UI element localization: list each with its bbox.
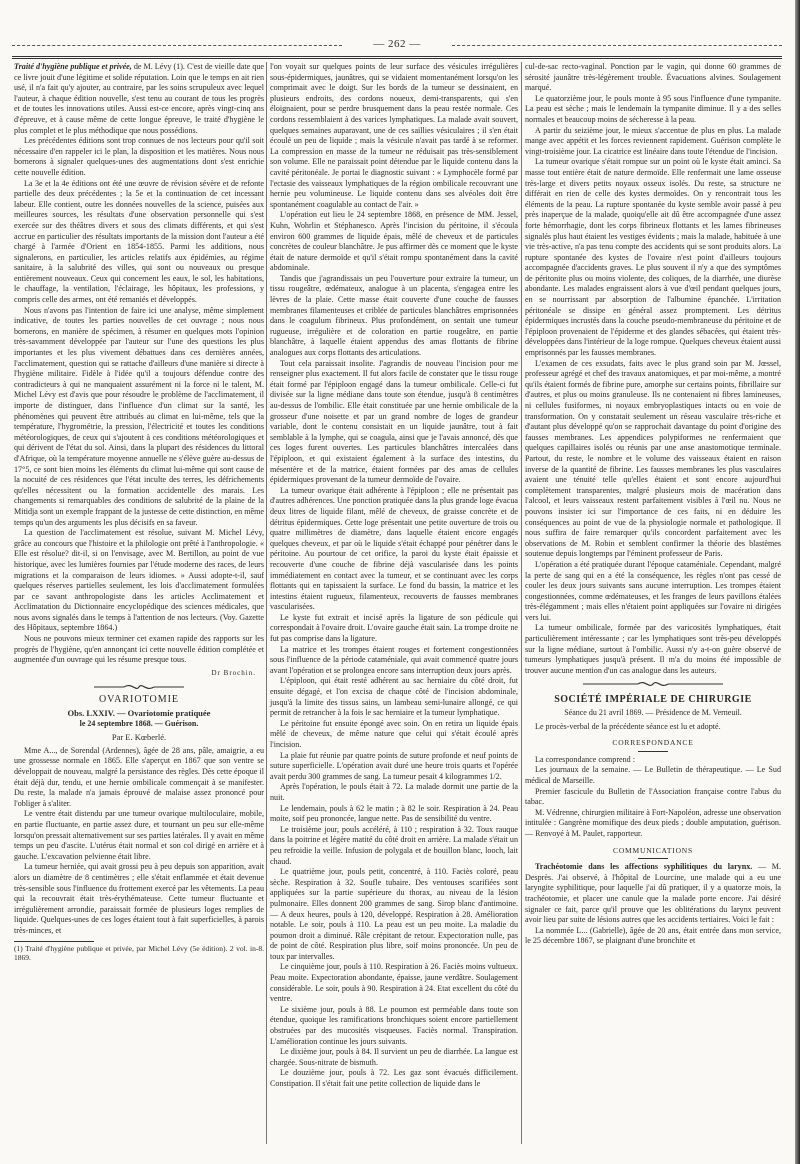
paragraph: La tumeur ovarique était adhérente à l'épiploon ; elle ne présentait pas d'autres adhérences. Une ponction pratiquée dans la plus grande loge évacua deux litres de liquide filant, mêlé de cheveux, de graisse concrète et de détritus épidermiques. Cette loge présentait une petite ouverture de trois ou quatre millimètres de diamètre, dans laquelle étaient encore engagés quelques cheveux, et par où le liquide s'était échappé pour pénétrer dans le péritoine. Au pourtour de cet orifice, la paroi du kyste était épaissie et recouverte d'une couche de fibrine déjà vascularisée dans les points immédiatement en contact avec la tumeur, et se continuant avec les corps flottants qui en tapissaient la surface. Le fond du bassin, la matrice et les intestins étaient rugueux, filamenteux, recouverts de fausses membranes vascularisées. <box>270 485 518 612</box>
paragraph: Les journaux de la semaine. — Le Bulletin de thérapeutique. — Le Sud médical de Marseille. <box>525 765 781 785</box>
article-author: Par E. Kœberlé. <box>111 732 167 743</box>
page-header <box>12 38 782 52</box>
paragraph: La tumeur herniée, qui avait grossi peu à peu depuis son apparition, avait alors un diamètre de 8 centimètres ; elle s'était enflammée et était devenue très-sensible sous l'influence du frottement exercé par les vêtements. La peau qui la recouvrait était très-érythémateuse. Cette tumeur fluctuante et irrégulièrement arrondie, paraissait formée de plusieurs loges remplies de liquide. Quelques-unes de ces loges étaient tout à fait superficielles, à parois très-minces, et <box>14 862 264 935</box>
paragraph: Le douzième jour, pouls à 72. Les gaz sont évacués difficilement. Constipation. Il s'était fait une petite collection de liquide dans le <box>270 1068 518 1088</box>
review-paragraph <box>14 62 264 136</box>
communication-text: — M. Desprès. J'ai observé, à l'hôpital de Lourcine, une malade qui a eu une laryngite syphilitique, pour laquelle j'ai dû pratiquer, il y a quatorze mois, la trachéotomie, et placer une canule que la malade porte encore. J'ai désiré signaler ce fait, parce qu'il prouve que les oblitérations du larynx peuvent avoir lieu par suite de lésions autres que les accidents tertiaires. Voici le fait : <box>525 862 781 925</box>
paragraph: La plaie fut réunie par quatre points de suture profonde et neuf points de suture superficielle. L'opération avait duré une heure trois quarts et l'opérée avait perdu 300 grammes de sang. La tumeur pesait 4 kilogrammes 1/2. <box>270 750 518 781</box>
paragraph: Le sixième jour, pouls à 88. Le poumon est perméable dans toute son étendue, quoique les ramifications bronchiques soient encore partiellement obstruées par des mucosités visqueuses. Faciès normal. Transpiration. L'amélioration continue les jours suivants. <box>270 1004 518 1046</box>
communication-title: Trachéotomie dans les affections syphilitiques du larynx. <box>535 862 753 872</box>
paragraph: Le cinquième jour, pouls à 110. Respiration à 26. Faciès moins vultueux. Peau moite. Expectoration abondante, épaisse, jaune verdâtre. Soulagement considérable. Le soir, pouls à 90. Respiration à 24. Etat excellent du côté du ventre. <box>270 962 518 1004</box>
paragraph: La 3e et la 4e éditions ont été une œuvre de révision sévère et de refonte partielle des deux précédentes ; la 5e et la continuation de cet incessant labeur. Elle contient, outre les données nouvelles de la science, puisées aux meilleures sources, les résultats d'une observation personnelle qui s'est exercée sur des théâtres divers et sous des climats différents, et qui s'est accrue en particulier des résultats importants de la mission dont l'auteur a été chargé à l'armée d'Orient en 1854-1855. Parmi les additions, nous signalerons, en particulier, les articles relatifs aux épidémies, au régime sanitaire, à la salubrité des villes, qui sont ou nouveaux ou presque entièrement nouveaux. Ceux qui concernent les eaux, le sol, les habitations, le chauffage, la ventilation, l'éclairage, les hôpitaux, les professions, y compris celle des armes, ont été remaniés et développés. <box>14 178 264 305</box>
paragraph: cul-de-sac recto-vaginal. Ponction par le vagin, qui donne 60 grammes de sérosité jaunâtre très-légèrement trouble. Évacuations alvines. Soulagement marqué. <box>525 62 781 93</box>
paragraph: l'on voyait sur quelques points de leur surface des vésicules irrégulières sous-épidermiques, jaunâtres, qui se vidaient momentanément lorsqu'on les comprimait avec le doigt. Sur les bords de la tumeur se dessinaient, en plusieurs endroits, des cordons noueux, demi-transparents, qui s'en éloignaient, pour se perdre brusquement dans la peau restée normale. Ces cordons ressemblaient à des varices lymphatiques. La malade avait souvert, quelques semaines auparavant, une de ces saillies vésiculaires ; il s'en était écoulé un peu de liquide ; mais la vésicule n'avait pas tardé à se reformer. La compression en masse de la tumeur ne réduisait pas très-sensiblement son volume. Elle ne paraissait point détendue par le liquide contenu dans la cavité péritonéale. Je portai le diagnostic suivant : « Lymphocèle formé par l'ectasie des vaisseaux lymphatiques de la région ombilicale recouvrant une hernie peu volumineuse. Le liquide contenu dans ses alvéoles doit être spontanément coagulable au contact de l'air. » <box>270 62 518 209</box>
paragraph: L'opération eut lieu le 24 septembre 1868, en présence de MM. Jessel, Kuhn, Wohrlin et Stéphanesco. Après l'incision du péritoine, il s'écoula environ 600 grammes de liquide épais, mêlé de cheveux et de particules concrètes de couleur blanchâtre. Je pus affirmer dès ce moment que le kyste était de nature dermoïde et qu'il s'était rompu spontanément dans la cavité abdominale. <box>270 210 518 273</box>
page-edge-shadow <box>795 0 800 1164</box>
header-rule-right <box>452 45 782 46</box>
paragraph: Le procès-verbal de la précédente séance est lu et adopté. <box>535 721 721 731</box>
column-divider-2 <box>521 62 522 1144</box>
paragraph: Le kyste fut extrait et incisé après la ligature de son pédicule qui correspondait à l'ovaire droit. L'ovaire gauche était sain. La trompe droite ne fut pas comprise dans la ligature. <box>270 612 518 644</box>
column-1 <box>14 62 264 962</box>
paragraph: La nommée L... (Gabrielle), âgée de 20 ans, était entrée dans mon service, le 25 décembre 1867, se plaignant d'une bronchite et <box>525 925 781 946</box>
paragraph: Le dixième jour, pouls à 84. Il survient un peu de diarrhée. La langue est chargée. Sous-nitrate de bismuth. <box>270 1047 518 1067</box>
ornament-divider <box>94 682 184 692</box>
paragraph: Tandis que j'agrandissais un peu l'ouverture pour extraire la tumeur, un tissu rougeâtre, œdémateux, analogue à un placenta, s'engagea entre les lèvres de la plaie. Cette masse était couverte d'une couche de fausses membranes filamenteuses et criblée de particules blanchâtres emprisonnées dans le coagulum fibrineux. Plus profondément, on sentait une tumeur rugueuse, irrégulière et de coloration en partie rougeâtre, en partie blanchâtre, à laquelle étaient appendus des amas flottants de fibrine analogues aux corps flottants des articulations. <box>270 273 518 358</box>
paragraph: L'examen de ces exsudats, faits avec le plus grand soin par M. Jœssel, professeur agrégé et chef des travaux anatomiques, et par moi-même, a montré qu'ils étaient formés de fibrine pure, amorphe sur certains points, fibrillaire sur d'autres, et plus ou moins granuleuse. Ils ne contenaient ni fibres lamineuses, ni cellules fusiformes, ni noyaux embryoplastiques intacts ou en voie de transformation. On y constatait seulement un réseau vasculaire très-riche et d'autant plus développé qu'on se rapprochait davantage du point d'origine des fausses membranes. Les appendices polypiformes ne renfermaient que quelques capillaires isolés ou réunis par une anse anastomotique terminale. Partout, du reste, le nombre et le volume des vaisseaux étaient en raison inverse de la quantité de fibrine. Les fausses membranes les plus vasculaires avaient une ténuité telle qu'elles étaient et sont encore aujourd'hui complètement transparentes, malgré plusieurs mois de macération dans l'alcool, et leurs vaisseaux restent parfaitement visibles à l'œil nu. Nous ne pouvons insister ici sur l'importance de ces faits, ni en déduire les conséquences au point de vue de la physiologie normale et pathologique. Il nous suffira de faire remarquer qu'ils concordent parfaitement avec les observations de M. Robin et semblent confirmer la théorie des blastèmes soutenue depuis longtemps par l'éminent professeur de Paris. <box>525 358 781 559</box>
paragraph: L'opération a été pratiquée durant l'époque cataméniale. Cependant, malgré la perte de sang qui en a été la conséquence, les règles n'ont pas cessé de couler les deux jours suivants sans aucune interruption. Les trompes étaient congestionnées, comme œdémateuses, et les franges de leurs pavillons étalées très-élégamment ; mais elles n'étaient point appliquées sur l'ovaire ni dirigées vers lui. <box>525 559 781 622</box>
page-number: — 262 — <box>373 38 421 50</box>
society-title: SOCIÉTÉ IMPÉRIALE DE CHIRURGIE <box>554 694 752 706</box>
section-title: OVARIOTOMIE <box>98 694 180 706</box>
session-line: Séance du 21 avril 1869. — Présidence de M. Verneuil. <box>564 708 742 718</box>
paragraph: Le ventre était distendu par une tumeur ovarique multiloculaire, mobile, en partie fluctuante, en partie assez dure, et tournant un peu sur elle-même lorsqu'on pressait alternativement sur ses parties latérales. Il y avait en même temps un peu d'ascite. L'utérus était normal et son col dirigé en arrière et à gauche. L'excavation pelvienne était libre. <box>14 809 264 861</box>
footnote: (1) Traité d'hygiène publique et privée, par Michel Lévy (5e édition). 2 vol. in-8. 1869. <box>14 943 264 962</box>
communication-paragraph <box>525 862 781 926</box>
paragraph: Le lendemain, pouls à 62 le matin ; à 82 le soir. Respiration à 24. Peau moite, soif peu prononcée, langue nette. Pas de sensibilité du ventre. <box>270 803 518 824</box>
paragraph: M. Védrenne, chirurgien militaire à Fort-Napoléon, adresse une observation intitulée : Gangrène momifique des deux pieds ; double amputation, guérison. — Renvoyé à M. Paulet, rapporteur. <box>525 807 781 838</box>
paragraph: Le quatrième jour, pouls petit, concentré, à 110. Faciès coloré, peau sèche. Respiration à 32. Soufle tubaire. Des ventouses scarifiées sont appliquées sur la partie supérieure du thorax, au niveau de la lésion pulmonaire. Elles donnent 200 grammes de sang. Sirop blanc d'antimoine. — A deux heures, pouls à 120, développé. Respiration à 28. Amélioration notable. Le soir, pouls à 110. La peau est un peu moite. La maladie du poumon droit a diminué. Râle crépitant de retour. Expectoration nulle, pas de point de côté. Respiration plus libre, soif moins prononcée. Un peu de toux par intervalles. <box>270 867 518 961</box>
signature: Dr Brochin. <box>211 668 256 677</box>
paragraph: Tout cela paraissait insolite. J'agrandis de nouveau l'incision pour me renseigner plus exactement. Il fut alors facile de constater que le tissu rouge était formé par l'épiploon engagé dans la tumeur ombilicale. Celle-ci fut divisée sur la ligne médiane dans toute son étendue, jusqu'à 8 centimètres au-dessus de l'ombilic. Elle était constituée par une hernie ombilicale de la grosseur d'une noisette et par un grand nombre de loges de grandeur variable, dont le contenu consistait en un liquide jaunâtre, tout à fait semblable à la lymphe, qui se coagula, ainsi que je l'avais annoncé, dès que ces loges furent ouvertes. Les particules blanchâtres intercalées dans l'épiploon, et qui existaient également à la surface des intestins, du mésentère et de la matrice, étaient formées par des amas de cellules épidermiques provenant de la tumeur dermoïde de l'ovaire. <box>270 358 518 485</box>
paragraph: La tumeur ombilicale, formée par des varicosités lymphatiques, était particulièrement intéressante ; car les lymphatiques sont très-peu développés sur la ligne médiane, surtout à l'ombilic. Aussi n'y a-t-on guère observé de tumeurs lymphatiques jusqu'à présent. Il m'a du moins été impossible de trouver aucune mention d'un cas analogue dans les auteurs. <box>525 623 781 675</box>
paragraph: Premier fascicule du Bulletin de l'Association française contre l'abus du tabac. <box>525 786 781 807</box>
ornament-divider <box>583 679 723 689</box>
paragraph: Les précédentes éditions sont trop connues de nos lecteurs pour qu'il soit nécessaire d'en rappeler ici le plan, la disposition et les matières. Nous nous bornerons à signaler quelques-unes des augmentations dont s'est enrichie cette nouvelle édition. <box>14 136 264 177</box>
paragraph: Nous ne pouvons mieux terminer cet examen rapide des rapports sur les progrès de l'hygiène, qu'en annonçant ici cette nouvelle édition complétée et augmentée d'un ouvrage qui les résume presque tous. <box>14 634 264 665</box>
column-3 <box>525 62 781 947</box>
paragraph: Après l'opération, le pouls était à 72. La malade dormit une partie de la nuit. <box>270 782 518 802</box>
paragraph: La matrice et les trompes étaient rouges et fortement congestionnées sous l'influence de la période cataméniale, qui avait commencé quatre jours avant l'opération et se prolongea encore sans interruption deux jours après. <box>270 644 518 675</box>
paragraph: La tumeur ovarique s'était rompue sur un point où le kyste était aminci. Sa masse tout entière était de nature dermoïde. Elle renfermait une lame osseuse très-large et divers petits noyaux osseux isolés. Du reste, sa structure ne différait en rien de celle des kystes dermoïdes. On y rencontrait tous les éléments de la peau. La rupture spontanée du kyste semble avoir passé à peu près inaperçue de la malade, quoiqu'elle ait dû être accompagnée d'une assez forte hémorrhagie, dont les corps fibrineux flottants et les lames fibrineuses signalés plus haut étaient les vestiges évidents ; mais la malade, habituée à une vie très-active, n'a pas tenu compte des accidents qui se sont produits alors. La rupture spontanée des kystes de l'ovaire n'est point d'ailleurs toujours accompagnée d'accidents graves. Le plus souvent il n'y a que des symptômes de péritonite plus ou moins violente, des coliques, de la diarrhée, une diurèse abondante. Les malades engraissent alors à vue d'œil pendant quelques jours, en se nourrissant par absorption de l'albumine épanchée. L'irritation péritonéale se dissipe en général assez promptement. Les détritus épidermiques incrustés dans la couche pseudo-membraneuse du péritoine et de l'épiploon provenaient de l'épiderme et des glandes sébacées, qui étaient très-développées dans l'intérieur de la loge rompue. Quelques cheveux étaient aussi emprisonnés par les fausses membranes. <box>525 157 781 358</box>
paragraph: Mme A..., de Sorendal (Ardennes), âgée de 28 ans, pâle, amaigrie, a eu une grossesse normale en 1865. Elle s'aperçut en 1867 que son ventre se développait de nouveau, malgré la persistance des règles. Dès cette époque il était déjà dur, tendu, et une hernie ombilicale commençait à se manifester. Du reste, la malade n'a jamais éprouvé de malaise assez prononcé pour l'obliger à s'aliter. <box>14 745 264 808</box>
paragraph: Le troisième jour, pouls accéléré, à 110 ; respiration à 32. Toux rauque dans la poitrine et légère matité du côté droit en arrière. La malade s'était un peu refroidie la veille. Infusion de polygala et de bouillon blanc, looch, lait chaud. <box>270 824 518 866</box>
observation-date: le 24 septembre 1868. — Guérison. <box>79 718 199 728</box>
footnote-rule <box>14 941 94 942</box>
paragraph: Le péritoine fut ensuite épongé avec soin. On en retira un liquide épais mêlé de cheveux, de même nature que celui qui s'était écoulé après l'incision. <box>270 718 518 749</box>
observation-heading: Obs. LXXIV. — Ovariotomie pratiquée <box>67 708 211 719</box>
paragraph: A partir du seizième jour, le mieux s'accentue de plus en plus. La malade mange avec appétit et les forces reviennent rapidement. Guérison complète le vingt-troisième jour. La cicatrice est linéaire dans toute l'étendue de l'incision. <box>525 125 781 156</box>
column-2 <box>270 62 518 1090</box>
review-title: Traité d'hygiène publique et privée, <box>14 62 132 71</box>
column-divider-1 <box>266 62 267 1144</box>
heading-rule <box>638 858 668 859</box>
paragraph: Le quatorzième jour, le pouls monte à 95 sous l'influence d'une tympanite. La peau est sèche ; mais le lendemain la tympanite diminue. Il y a des selles normales et beaucoup moins de sécheresse à la peau. <box>525 93 781 124</box>
paragraph: La correspondance comprend : <box>535 754 636 764</box>
heading-rule <box>638 751 668 752</box>
paragraph: La question de l'acclimatement est résolue, suivant M. Michel Lévy, grâce au concours que l'histoire et la philologie ont prêté à l'anthropologie. « Elle est résolue? dit-il, si on l'envisage, avec M. Bertillon, au point de vue historique, avec les lumières fournies par l'étude moderne des races, de leurs migrations et la comparaison de leurs idiomes. » Aussi adopte-t-il, sauf quelques réserves partielles seulement, les lois d'acclimatement formulées par ce savant anthropologiste dans les articles Acclimatement et Acclimatation du Dictionnaire encyclopédique des sciences médicales, que nous avons signalés dans le temps à l'attention de nos lecteurs. (Voy. Gazette des Hôpitaux, septembre 1864.) <box>14 528 264 633</box>
top-double-rule <box>12 56 782 59</box>
correspondence-heading: CORRESPONDANCE <box>612 738 694 748</box>
review-text: de M. Lévy (1). C'est de vieille date que ce livre jouit d'une légitime et solide réputation. Loin que le temps en ait rien usé, il n'a fait qu'y ajouter, au contraire, par les soins scrupuleux avec lequel l'auteur, à chaque édition nouvelle, s'est tenu au courant de tous les progrès et de toutes les innovations utiles. Aussi est-ce encore, après vingt-cinq ans d'épreuve, et à cause même de cette longue épreuve, le traité d'hygiène le plus complet et le plus méthodique que nous possédions. <box>14 62 265 135</box>
paragraph: L'épiploon, qui était resté adhérent au sac herniaire du côté droit, fut ensuite dégagé, et l'on excisa de chaque côté de l'incision abdominale, jusqu'à la limite des tissus sains, un lambeau semi-lunaire allongé, ce qui permit de retrancher à la fois le sac herniaire et la tumeur lymphatique. <box>270 676 518 718</box>
paragraph: Nous n'avons pas l'intention de faire ici une analyse, même simplement indicative, de toutes les parties nouvelles de cet ouvrage ; nous nous bornerons, en manière de spécimen, à résumer en quelques mots l'opinion très-savamment développée par l'auteur sur l'une des questions les plus importantes et les plus vivement débattues dans ces dernières années, l'acclimatement, question qui se rattache d'ailleurs d'une manière si directe à l'hygiène militaire. Fidèle à l'idée qu'il a toujours défendue contre des contradicteurs à qui ne manquaient assurément ni la force ni le talent, M. Michel Lévy est d'avis que pour résoudre le problème de l'acclimatement, il importe de distinguer, dans l'influence d'un climat sur la santé, les phénomènes qui peuvent être attribués au climat en lui-même, tels que la température, l'hygrométrie, la pression, l'électricité et toutes les conditions météorologiques, de ceux qui s'ajoutent à ces conditions météorologiques et qui dérivent de l'état du sol. Ainsi, dans la plupart des résidences du littoral d'Afrique, où la température moyenne annuelle ne s'élève guère au-dessus de 17°5, ce sont bien moins les éléments du climat lui-même qui sont cause de la nocuité de ces résidences que l'état inculte des terres, les défrichements qu'elles nécessitent ou la formation accidentelle des marais. Les changements si remarquables des conditions de salubrité de la plaine de la Mitidja sont un exemple frappant de la justesse de cette distinction, en même temps qu'un des arguments les plus décisifs en sa faveur. <box>14 305 264 527</box>
communications-heading: COMMUNICATIONS <box>613 845 693 855</box>
